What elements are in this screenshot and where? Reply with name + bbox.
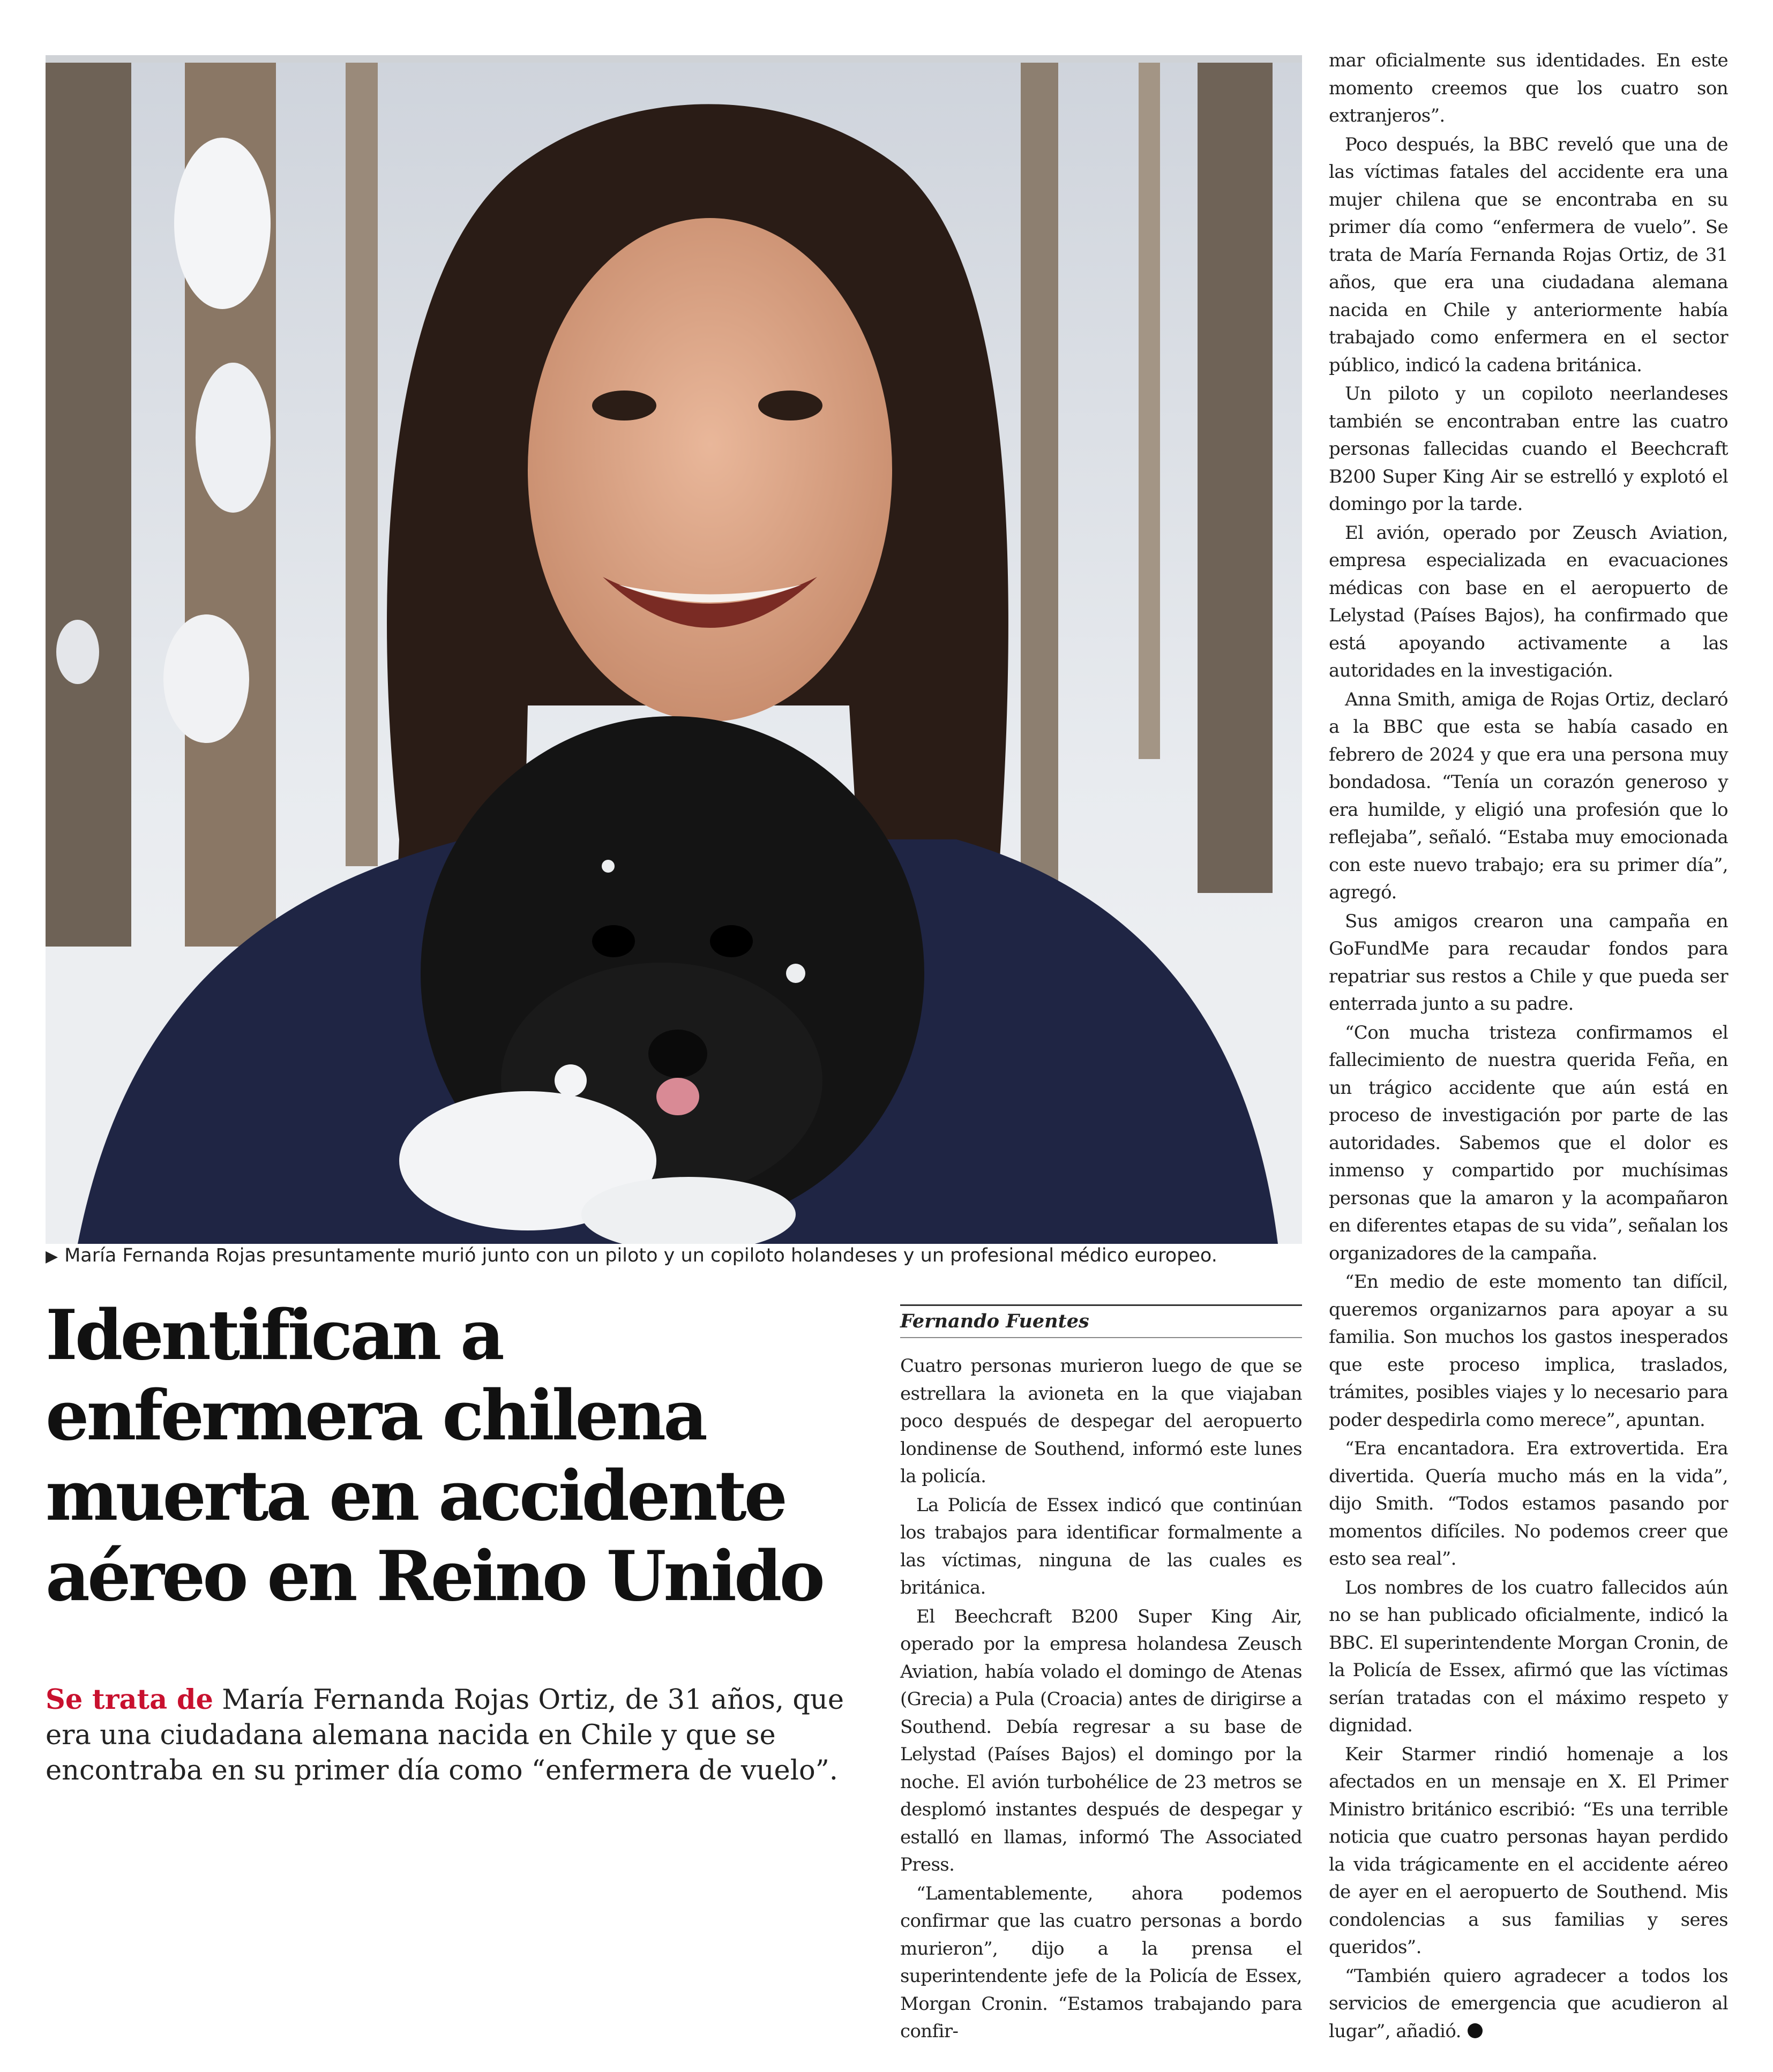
paragraph: “En medio de este momento tan difícil, queremos organizarnos para apoyar a su familia. Son muchos los gastos inesperados que este proceso implica, traslados, trámites, posibles viajes y lo necesario para poder despedirla como merece”, apuntan.	[1329, 1271, 1728, 1431]
paragraph: El avión, operado por Zeusch Aviation, empresa especializada en evacuaciones médicas con base en el aeropuerto de Lelystad (Países Bajos), ha confirmado que está apoyando activamente a las autoridades en la investigación.	[1329, 522, 1728, 681]
headline-line: muerta en accidente	[46, 1456, 785, 1536]
byline-rule	[900, 1304, 1302, 1306]
face	[528, 218, 892, 722]
end-mark-icon	[1468, 2023, 1483, 2038]
photo-illustration	[46, 63, 1302, 1244]
caption-text: María Fernanda Rojas presuntamente murió junto con un piloto y un copiloto holandeses y un profesional médico europeo.	[64, 1245, 1217, 1266]
deck-summary	[46, 1682, 881, 1789]
caption-marker-icon: ▶	[46, 1247, 58, 1266]
paragraph: Anna Smith, amiga de Rojas Ortiz, declaró a la BBC que esta se había casado en febrero de 2024 y que era una persona muy bondadosa. “Tenía un corazón generoso y era humilde, y eligió una profesión que lo reflejaba”, señaló. “Estaba muy emocionada con este nuevo trabajo; era su primer día”, agregó.	[1329, 688, 1728, 903]
article-photo	[46, 55, 1302, 1244]
paragraph: mar oficialmente sus identidades. En este momento creemos que los cuatro son extranjeros”.	[1329, 50, 1728, 126]
article-column-2	[1329, 47, 1728, 2046]
paragraph: Cuatro personas murieron luego de que se estrellara la avioneta en la que viajaban poco después de despegar del aeropuerto londinense de Southend, informó este lunes la policía.	[900, 1355, 1302, 1487]
deck-text: María Fernanda Rojas Ortiz, de 31 años, que era una ciudadana alemana nacida en Chile y que se encontraba en su primer día como “enfermera de vuelo”.	[46, 1684, 844, 1786]
tree-trunk-right	[1198, 63, 1273, 893]
paragraph: “Era encantadora. Era extrovertida. Era divertida. Quería mucho más en la vida”, dijo Smith. “Todos estamos pasando por momentos difíciles. No podemos creer que esto sea real”.	[1329, 1438, 1728, 1570]
article-column-1	[900, 1353, 1302, 2047]
paragraph: Un piloto y un copiloto neerlandeses también se encontraban entre las cuatro personas fallecidas cuando el Beechcraft B200 Super King Air se estrelló y explotó el domingo por la tarde.	[1329, 383, 1728, 515]
paragraph: El Beechcraft B200 Super King Air, operado por la empresa holandesa Zeusch Aviation, había volado el domingo de Atenas (Grecia) a Pula (Croacia) antes de dirigirse a Southend. Debía regresar a su base de Lelystad (Países Bajos) el domingo por la noche. El avión turbohélice de 23 metros se desplomó instantes después de despegar y estalló en llamas, informó The Associated Press.	[900, 1605, 1302, 1875]
byline: Fernando Fuentes	[900, 1308, 1302, 1338]
headline-line: Identifican a	[46, 1295, 502, 1376]
paragraph-final-text: “También quiero agradecer a todos los servicios de emergencia que acudieron al lugar”, añadió.	[1329, 1965, 1728, 2042]
paragraph: Poco después, la BBC reveló que una de las víctimas fatales del accidente era una mujer chilena que se encontraba en su primer día como “enfermera de vuelo”. Se trata de María Fernanda Rojas Ortiz, de 31 años, que era una ciudadana alemana nacida en Chile y anteriormente había trabajado como enfermera en el sector público, indicó la cadena británica.	[1329, 133, 1728, 376]
paragraph: Keir Starmer rindió homenaje a los afectados en un mensaje en X. El Primer Ministro británico escribió: “Es una terrible noticia que cuatro personas hayan perdido la vida trágicamente en el accidente aéreo de ayer en el aeropuerto de Southend. Mis condolencias a sus familias y seres queridos”.	[1329, 1743, 1728, 1958]
paragraph: La Policía de Essex indicó que continúan los trabajos para identificar formalmente a las víctimas, ninguna de las cuales es británica.	[900, 1494, 1302, 1598]
headline-line: enfermera chilena	[46, 1376, 705, 1456]
deck-kicker: Se trata de	[46, 1684, 213, 1716]
paragraph: Sus amigos crearon una campaña en GoFundMe para recaudar fondos para repatriar sus restos a Chile y que pueda ser enterrada junto a su padre.	[1329, 910, 1728, 1015]
headline	[46, 1295, 892, 1617]
photo-caption	[46, 1242, 1302, 1271]
paragraph: Los nombres de los cuatro fallecidos aún no se han publicado oficialmente, indicó la BBC. El superintendente Morgan Cronin, de la Policía de Essex, afirmó que las víctimas serían tratadas con el máximo respeto y dignidad.	[1329, 1576, 1728, 1736]
paragraph: “Con mucha tristeza confirmamos el fallecimiento de nuestra querida Feña, en un trágico accidente que aún está en proceso de investigación por parte de las autoridades. Sabemos que el dolor es inmenso y compartido por muchísimas personas que la amaron y la acompañaron en diferentes etapas de su vida”, señalan los organizadores de la campaña.	[1329, 1022, 1728, 1264]
paragraph: “Lamentablemente, ahora podemos confirmar que las cuatro personas a bordo murieron”, dijo a la prensa el superintendente jefe de la Policía de Essex, Morgan Cronin. “Estamos trabajando para confir-	[900, 1882, 1302, 2042]
paragraph-final	[1329, 1963, 1728, 2046]
headline-line: aéreo en Reino Unido	[46, 1536, 822, 1617]
